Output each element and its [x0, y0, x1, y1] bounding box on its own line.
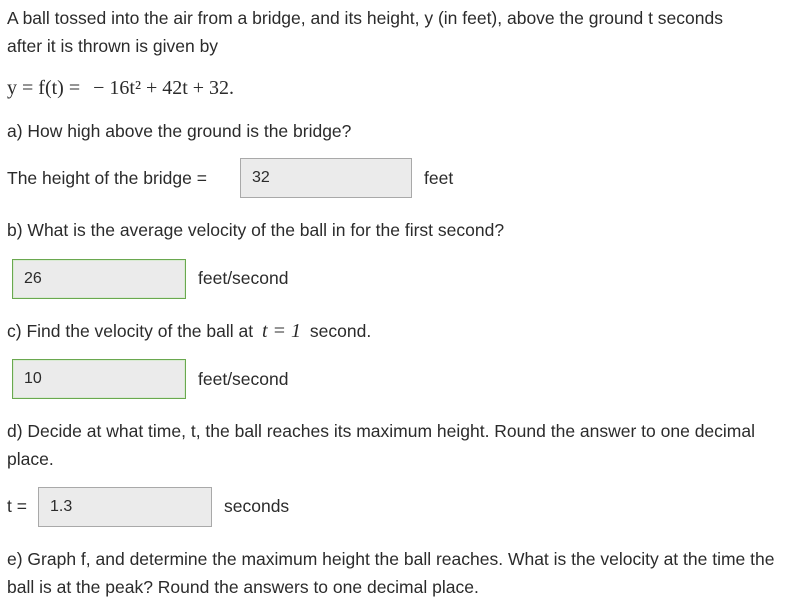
part-a-unit: feet — [424, 168, 454, 188]
part-b-question: b) What is the average velocity of the ball in for the first second? — [7, 220, 505, 240]
equation-rhs: − 16t² + 42t + 32. — [93, 77, 235, 99]
equation — [7, 74, 234, 102]
part-c-question-suffix: second. — [309, 321, 372, 341]
part-c-unit: feet/second — [198, 369, 289, 389]
part-c-question-math: t = 1 — [261, 320, 302, 342]
intro-line-2: after it is thrown is given by — [7, 36, 219, 56]
equation-lhs: y = f(t) = — [7, 77, 81, 99]
part-d-question: d) Decide at what time, t, the ball reaches its maximum height. Round the answer to one decimal place. — [7, 421, 756, 469]
part-a-question: a) How high above the ground is the bridge? — [7, 121, 352, 141]
part-c-question-prefix: c) Find the velocity of the ball at — [7, 321, 254, 341]
bridge-height-input[interactable]: 32 — [240, 158, 412, 198]
part-d-label: t = — [7, 496, 27, 516]
part-b-unit: feet/second — [198, 268, 289, 288]
velocity-at-t1-input[interactable]: 10 — [12, 359, 186, 399]
part-e-question: e) Graph f, and determine the maximum height the ball reaches. What is the velocity at the time the ball is at the peak? Round the answers to one decimal place. — [7, 549, 775, 597]
max-height-time-input[interactable]: 1.3 — [38, 487, 212, 527]
intro-line-1: A ball tossed into the air from a bridge, and its height, y (in feet), above the ground t seconds — [7, 8, 723, 28]
part-c-question — [7, 317, 371, 345]
part-a-label: The height of the bridge = — [7, 168, 207, 188]
part-d-unit: seconds — [224, 496, 290, 516]
average-velocity-input[interactable]: 26 — [12, 259, 186, 299]
